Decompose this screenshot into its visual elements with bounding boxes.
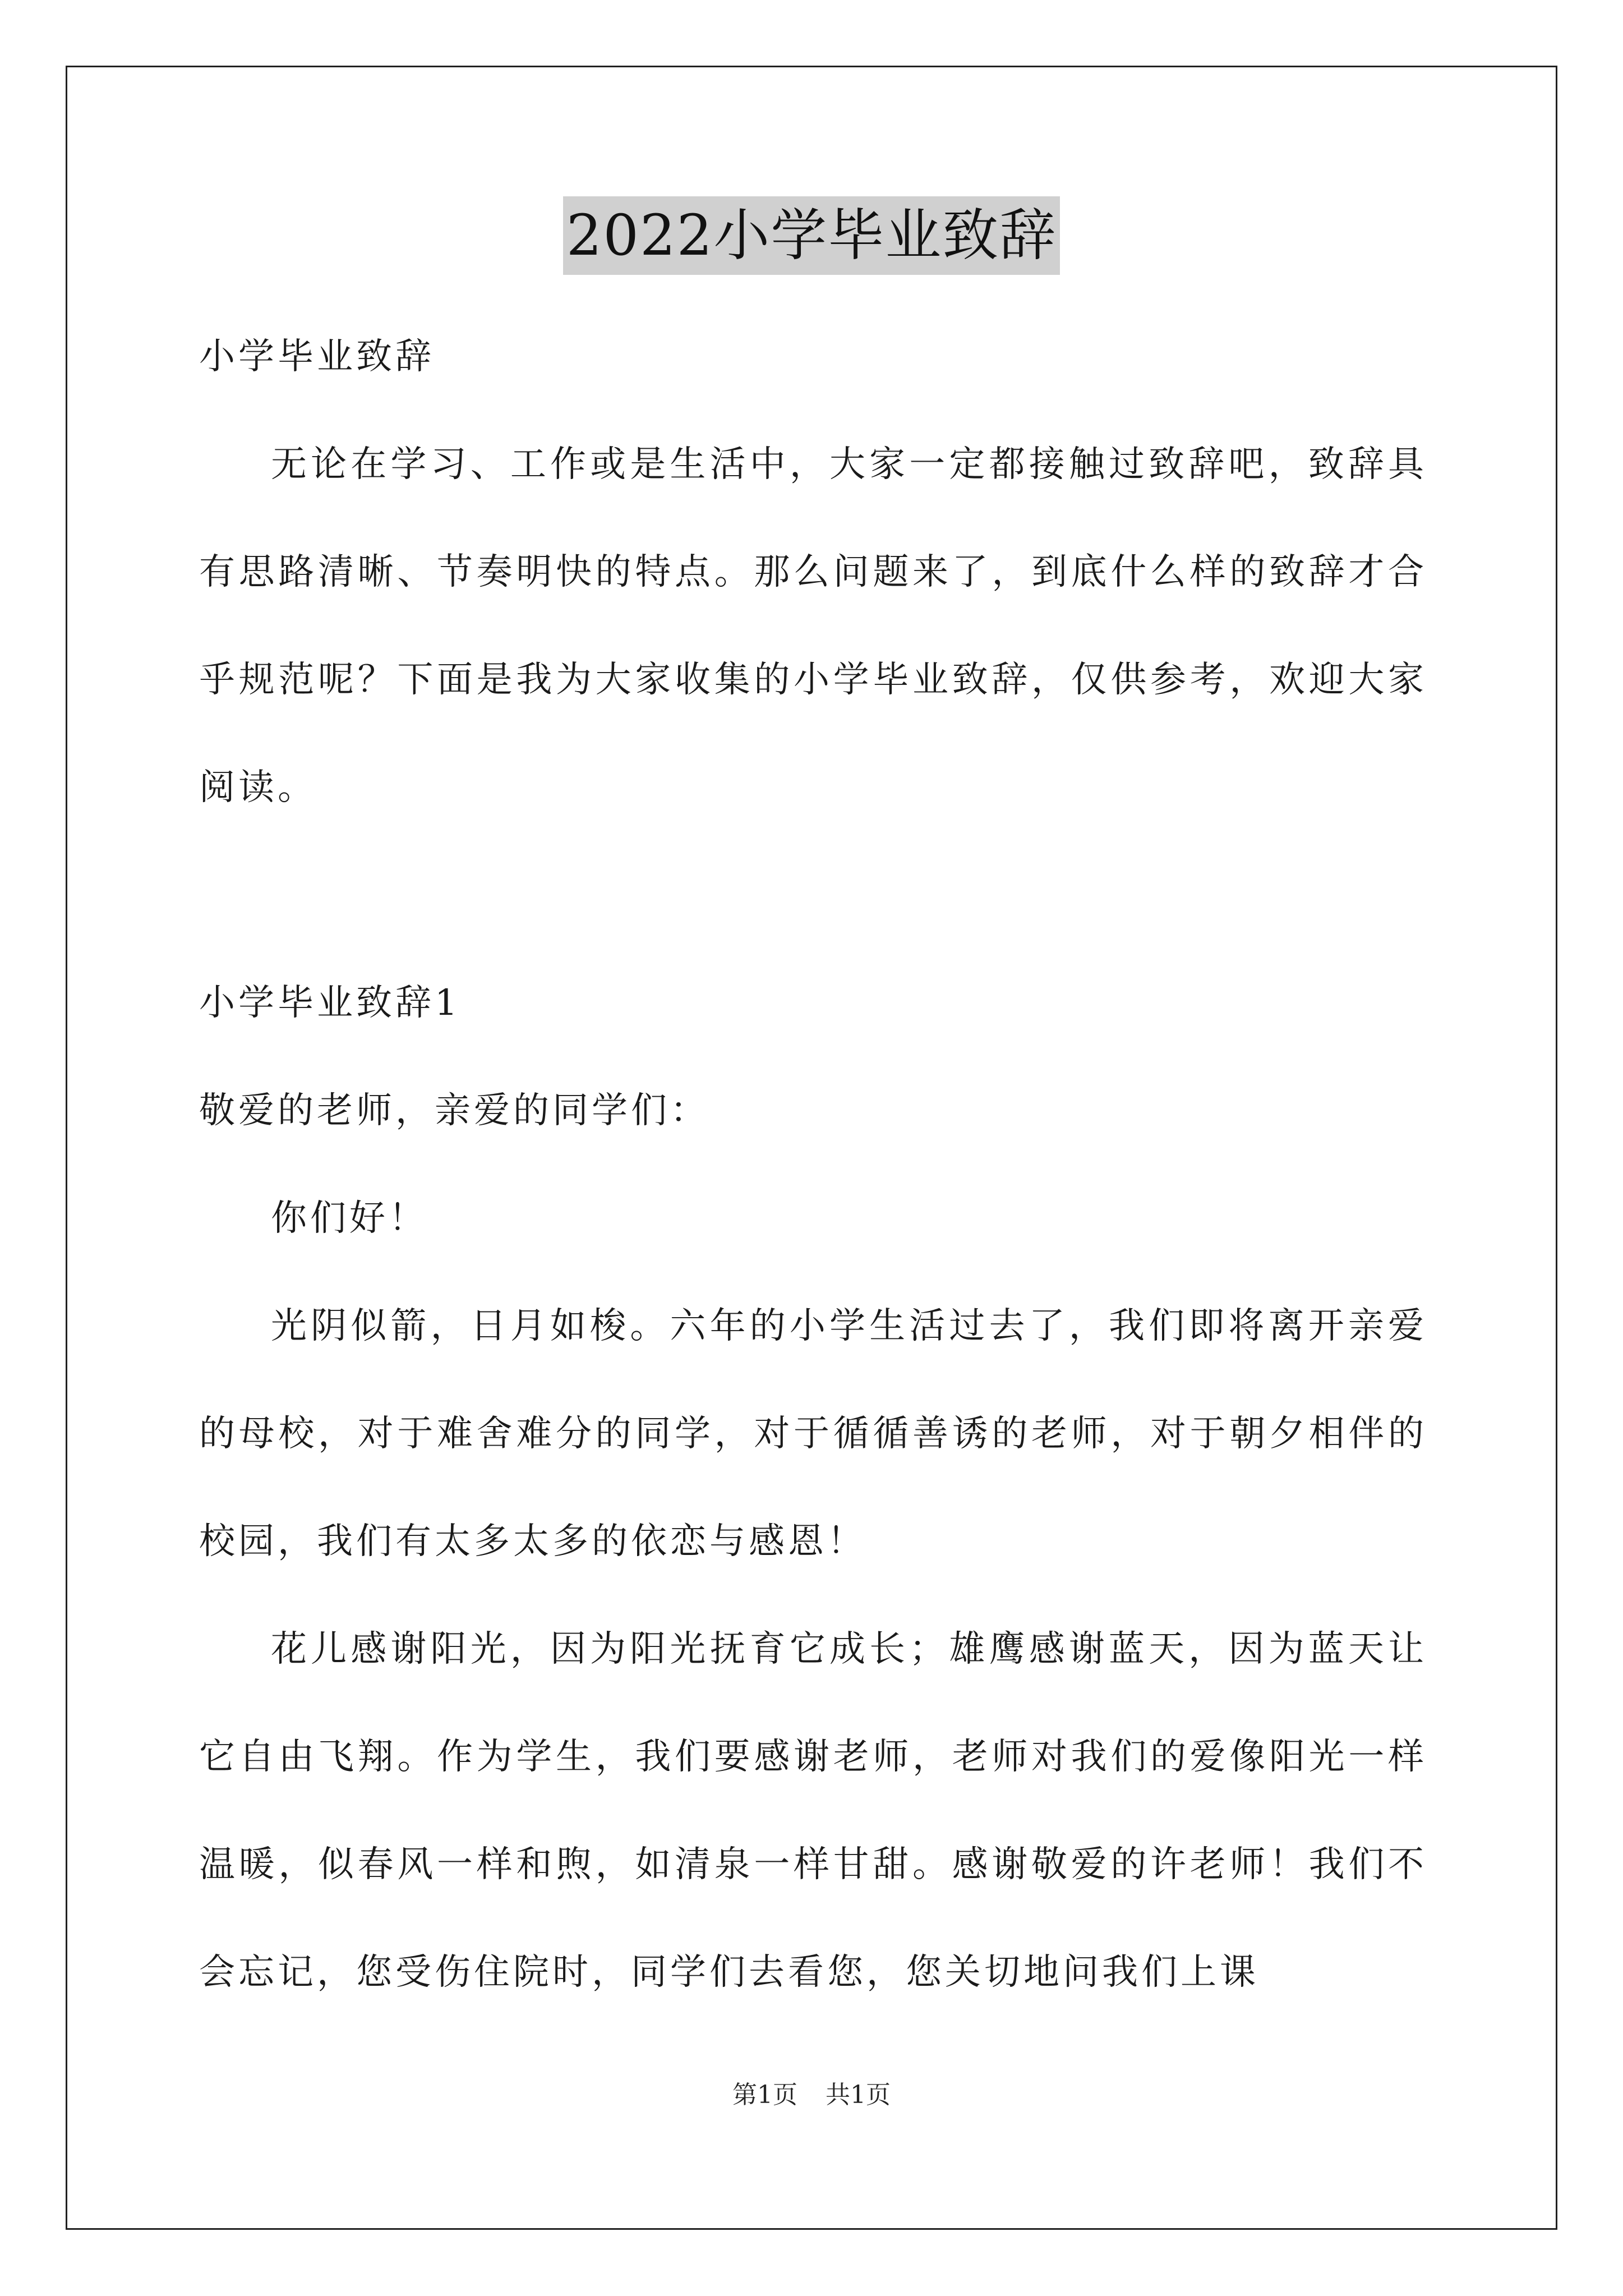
page-total: 共1页 [826,2081,891,2109]
document-body [199,303,1427,2026]
intro-paragraph: 无论在学习、工作或是生活中，大家一定都接触过致辞吧，致辞具有思路清晰、节奏明快的特点。那么问题来了，到底什么样的致辞才合乎规范呢？下面是我为大家收集的小学毕业致辞，仅供参考，欢迎大家阅读。 [199,444,1427,808]
salutation: 敬爱的老师，亲爱的同学们： [199,1090,709,1131]
section-heading: 小学毕业致辞1 [199,982,461,1024]
blank-line [199,841,1427,949]
page-number: 第1页 [732,2081,797,2109]
body-paragraph: 花儿感谢阳光，因为阳光抚育它成长；雄鹰感谢蓝天，因为蓝天让它自由飞翔。作为学生，我们要感谢老师，老师对我们的爱像阳光一样温暖，似春风一样和煦，如清泉一样甘甜。感谢敬爱的许老师！我们不会忘记，您受伤住院时，同学们去看您，您关切地问我们上课 [199,1628,1427,1993]
body-paragraph: 光阴似箭，日月如梭。六年的小学生活过去了，我们即将离开亲爱的母校，对于难舍难分的同学，对于循循善诱的老师，对于朝夕相伴的校园，我们有太多太多的依恋与感恩！ [199,1305,1427,1562]
title-container [0,196,1623,275]
document-title: 2022小学毕业致辞 [563,196,1061,275]
subtitle: 小学毕业致辞 [199,336,435,378]
greeting: 你们好！ [271,1198,428,1239]
page-footer [0,2078,1623,2112]
